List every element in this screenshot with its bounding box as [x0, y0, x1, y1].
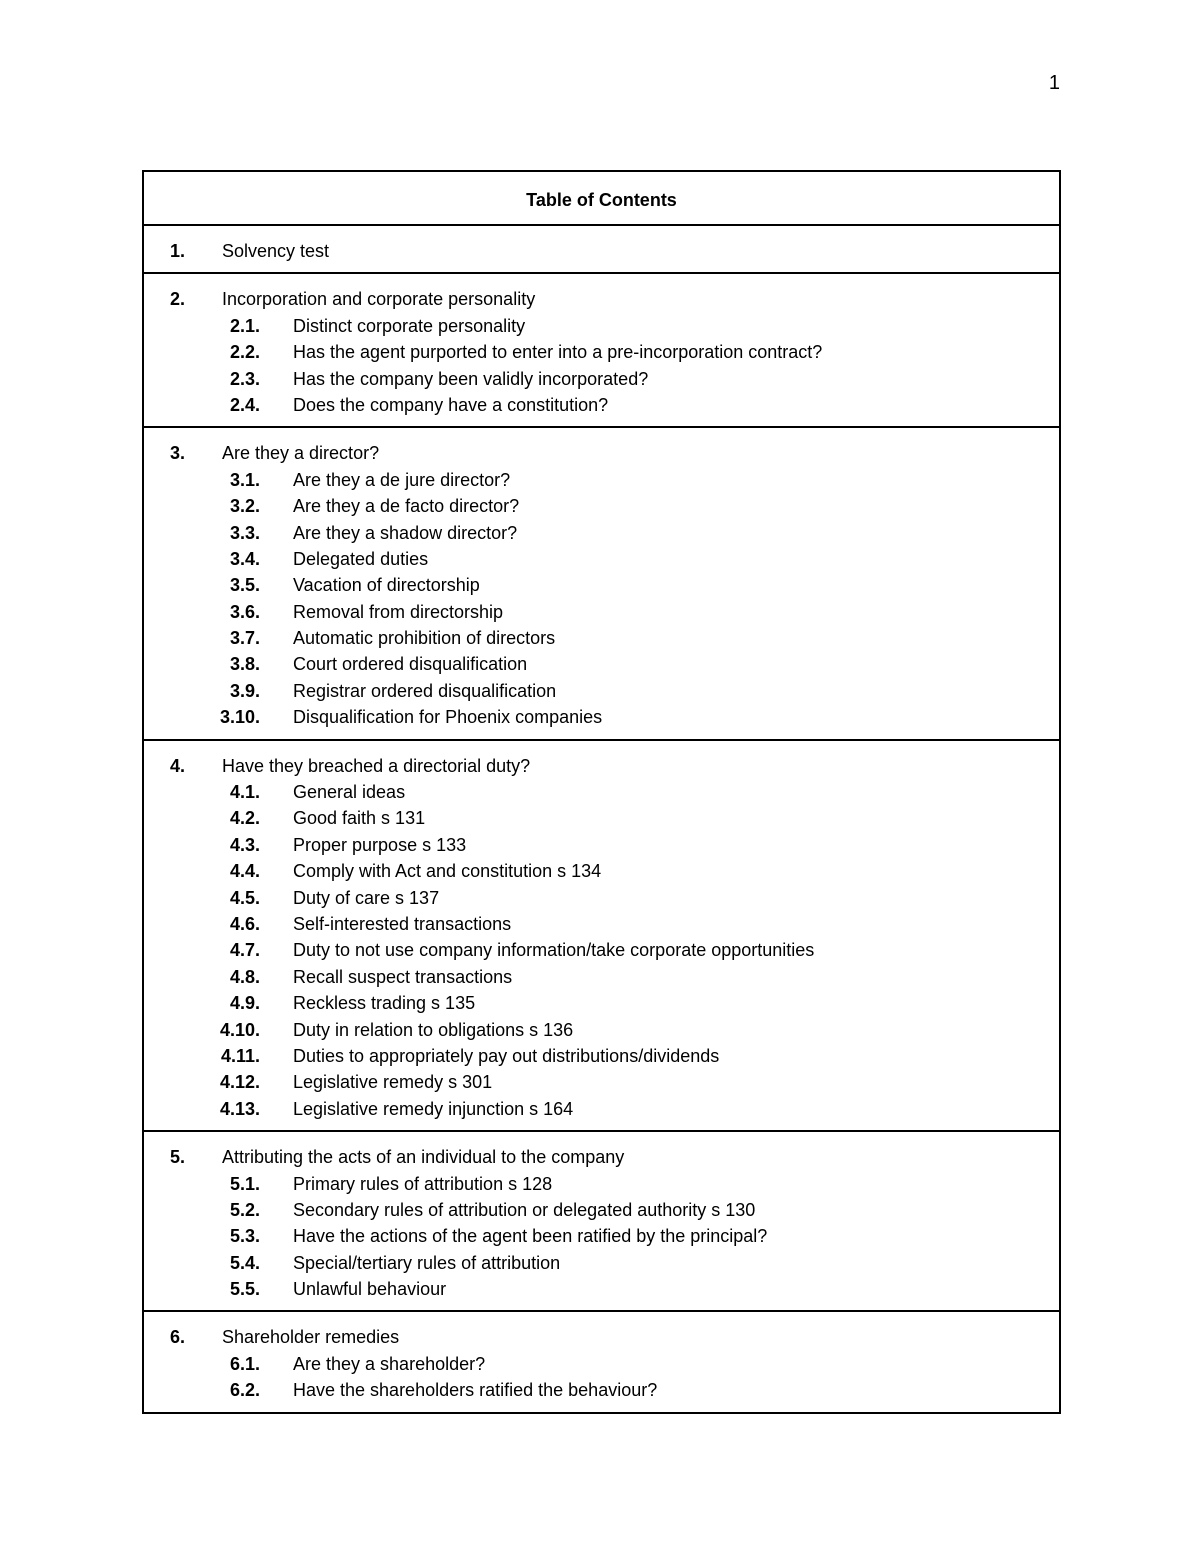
toc-subsection[interactable] — [144, 520, 1059, 546]
table-of-contents — [142, 170, 1061, 1414]
toc-subsection[interactable] — [144, 1223, 1059, 1249]
toc-subsection-title: Duty of care s 137 — [293, 887, 440, 908]
toc-subsection[interactable] — [144, 599, 1059, 625]
toc-subsection-title: Proper purpose s 133 — [293, 834, 467, 855]
toc-subsection-number: 3.6. — [229, 601, 260, 622]
toc-subsection-number: 3.8. — [229, 654, 260, 675]
toc-subsection-title: Are they a shadow director? — [293, 522, 518, 543]
toc-subsection-number: 5.5. — [229, 1279, 260, 1300]
toc-section-number: 5. — [170, 1147, 186, 1168]
toc-subsection-title: Court ordered disqualification — [293, 654, 528, 675]
toc-subsection-number: 5.1. — [229, 1173, 260, 1194]
toc-subsection-number: 2.4. — [229, 394, 260, 415]
toc-subsection-title: Are they a de facto director? — [293, 496, 520, 517]
toc-subsection[interactable] — [144, 1276, 1059, 1302]
toc-subsection-title: Self-interested transactions — [293, 913, 512, 934]
toc-subsection-title: Vacation of directorship — [293, 575, 480, 596]
toc-subsection-title: Legislative remedy injunction s 164 — [293, 1098, 574, 1119]
toc-section-heading[interactable] — [144, 440, 1059, 466]
toc-subsection-number: 4.12. — [219, 1072, 260, 1093]
toc-subsection-title: Primary rules of attribution s 128 — [293, 1173, 553, 1194]
toc-section-heading[interactable] — [144, 286, 1059, 312]
toc-subsection[interactable] — [144, 572, 1059, 598]
toc-subsection[interactable] — [144, 779, 1059, 805]
toc-section-row — [143, 225, 1060, 273]
toc-subsection-title: Recall suspect transactions — [293, 966, 513, 987]
toc-subsection-title: Are they a de jure director? — [293, 469, 511, 490]
toc-subsection-title: Duty to not use company information/take corporate opportunities — [293, 940, 815, 961]
toc-section-title: Solvency test — [222, 241, 330, 261]
toc-subsection-title: Special/tertiary rules of attribution — [293, 1252, 561, 1273]
toc-subsection[interactable] — [144, 313, 1059, 339]
toc-subsection-number: 4.11. — [220, 1045, 260, 1066]
toc-subsection[interactable] — [144, 1043, 1059, 1069]
toc-subsection[interactable] — [144, 990, 1059, 1016]
toc-section-title: Incorporation and corporate personality — [222, 289, 536, 310]
toc-subsection-title: Duties to appropriately pay out distributions/dividends — [293, 1045, 720, 1066]
toc-subsection-number: 6.2. — [229, 1380, 260, 1401]
toc-subsection[interactable] — [144, 467, 1059, 493]
toc-section-heading[interactable] — [144, 753, 1059, 779]
toc-subsection[interactable] — [144, 1069, 1059, 1095]
toc-title-row — [143, 171, 1060, 225]
toc-subsection[interactable] — [144, 1171, 1059, 1197]
toc-subsection-title: Secondary rules of attribution or delegated authority s 130 — [293, 1199, 756, 1220]
toc-section-title: Have they breached a directorial duty? — [222, 755, 531, 776]
toc-subsection-number: 4.8. — [229, 966, 260, 987]
toc-subsection-number: 4.13. — [219, 1098, 260, 1119]
toc-subsection-number: 3.3. — [229, 522, 260, 543]
toc-section-heading[interactable] — [144, 1324, 1059, 1350]
toc-subsection[interactable] — [144, 339, 1059, 365]
toc-section-row — [143, 273, 1060, 427]
page-number: 1 — [1048, 72, 1060, 94]
toc-subsection-title: Registrar ordered disqualification — [293, 680, 557, 701]
toc-subsection[interactable] — [144, 493, 1059, 519]
toc-section-row — [143, 427, 1060, 739]
toc-subsection-title: Unlawful behaviour — [293, 1279, 447, 1300]
toc-section-title: Attributing the acts of an individual to the company — [222, 1147, 625, 1168]
toc-subsection-number: 3.10. — [219, 707, 260, 728]
toc-subsection-number: 3.2. — [229, 496, 260, 517]
toc-subsection-number: 4.6. — [229, 913, 260, 934]
toc-subsection-title: Have the actions of the agent been ratified by the principal? — [293, 1226, 768, 1247]
toc-section-number: 3. — [170, 443, 186, 464]
toc-subsection-title: Has the agent purported to enter into a pre-incorporation contract? — [293, 342, 823, 363]
toc-subsection-number: 4.5. — [229, 887, 260, 908]
toc-subsection-title: Does the company have a constitution? — [293, 394, 609, 415]
toc-section-heading[interactable] — [144, 1144, 1059, 1170]
toc-subsection-title: Legislative remedy s 301 — [293, 1072, 493, 1093]
toc-subsection[interactable] — [144, 1351, 1059, 1377]
toc-section — [143, 273, 1060, 427]
toc-subsection[interactable] — [144, 678, 1059, 704]
toc-subsection[interactable] — [144, 625, 1059, 651]
toc-subsection-number: 2.2. — [229, 342, 260, 363]
toc-subsection[interactable] — [144, 832, 1059, 858]
toc-subsection-number: 2.3. — [229, 368, 260, 389]
toc-subsection-number: 4.3. — [229, 834, 260, 855]
toc-subsection-number: 5.2. — [229, 1199, 260, 1220]
toc-subsection-number: 3.5. — [229, 575, 260, 596]
toc-subsection-number: 6.1. — [229, 1353, 260, 1374]
toc-subsection[interactable] — [144, 885, 1059, 911]
toc-subsection[interactable] — [144, 1197, 1059, 1223]
toc-subsection-number: 4.2. — [229, 808, 260, 829]
toc-subsection[interactable] — [144, 1377, 1059, 1403]
toc-subsection-title: Delegated duties — [293, 548, 429, 569]
toc-subsection[interactable] — [144, 805, 1059, 831]
toc-subsection-title: Removal from directorship — [293, 601, 504, 622]
toc-subsection-title: Comply with Act and constitution s 134 — [293, 861, 602, 882]
toc-section — [143, 1131, 1060, 1311]
toc-subsection-title: Distinct corporate personality — [293, 315, 526, 336]
toc-subsection[interactable] — [144, 1017, 1059, 1043]
toc-subsection-number: 3.9. — [229, 680, 260, 701]
toc-section-row — [143, 1131, 1060, 1311]
toc-subsection[interactable] — [144, 964, 1059, 990]
toc-subsection-number: 3.7. — [229, 628, 260, 649]
toc-subsection-number: 3.4. — [229, 548, 260, 569]
toc-section-number: 4. — [170, 755, 186, 776]
toc-subsection-title: Has the company been validly incorporated? — [293, 368, 649, 389]
toc-section-heading[interactable] — [144, 238, 1059, 264]
toc-subsection[interactable] — [144, 937, 1059, 963]
toc-subsection-title: Are they a shareholder? — [293, 1353, 486, 1374]
toc-section-row — [143, 740, 1060, 1131]
toc-subsection[interactable] — [144, 858, 1059, 884]
toc-subsection-number: 4.9. — [229, 993, 260, 1014]
toc-subsection[interactable] — [144, 546, 1059, 572]
toc-subsection-title: Duty in relation to obligations s 136 — [293, 1019, 574, 1040]
toc-section-title: Shareholder remedies — [222, 1327, 400, 1348]
toc-title: Table of Contents — [143, 171, 1060, 225]
toc-subsection[interactable] — [144, 911, 1059, 937]
toc-section-row — [143, 1311, 1060, 1412]
toc-section-number: 6. — [170, 1327, 186, 1348]
toc-subsection-number: 3.1. — [229, 469, 260, 490]
toc-subsection[interactable] — [144, 651, 1059, 677]
toc-section — [143, 1311, 1060, 1412]
toc-subsection-number: 4.10. — [219, 1019, 260, 1040]
toc-section — [143, 225, 1060, 273]
toc-subsection-number: 4.7. — [229, 940, 260, 961]
toc-subsection[interactable] — [144, 392, 1059, 418]
toc-section — [143, 427, 1060, 739]
toc-section-number: 1. — [170, 241, 186, 261]
toc-subsection-title: Have the shareholders ratified the behaviour? — [293, 1380, 658, 1401]
toc-subsection[interactable] — [144, 1096, 1059, 1122]
toc-subsection-number: 5.4. — [229, 1252, 260, 1273]
toc-subsection-title: Reckless trading s 135 — [293, 993, 476, 1014]
toc-subsection-title: Good faith s 131 — [293, 808, 426, 829]
toc-subsection-title: Disqualification for Phoenix companies — [293, 707, 603, 728]
toc-subsection[interactable] — [144, 1250, 1059, 1276]
toc-subsection-number: 4.4. — [229, 861, 260, 882]
toc-subsection-number: 5.3. — [229, 1226, 260, 1247]
toc-subsection[interactable] — [144, 704, 1059, 730]
toc-subsection[interactable] — [144, 366, 1059, 392]
toc-subsection-number: 4.1. — [229, 782, 260, 803]
toc-section — [143, 740, 1060, 1131]
toc-subsection-number: 2.1. — [229, 315, 260, 336]
toc-section-number: 2. — [170, 289, 186, 310]
toc-section-title: Are they a director? — [222, 443, 380, 464]
toc-subsection-title: General ideas — [293, 782, 406, 803]
toc-subsection-title: Automatic prohibition of directors — [293, 628, 556, 649]
